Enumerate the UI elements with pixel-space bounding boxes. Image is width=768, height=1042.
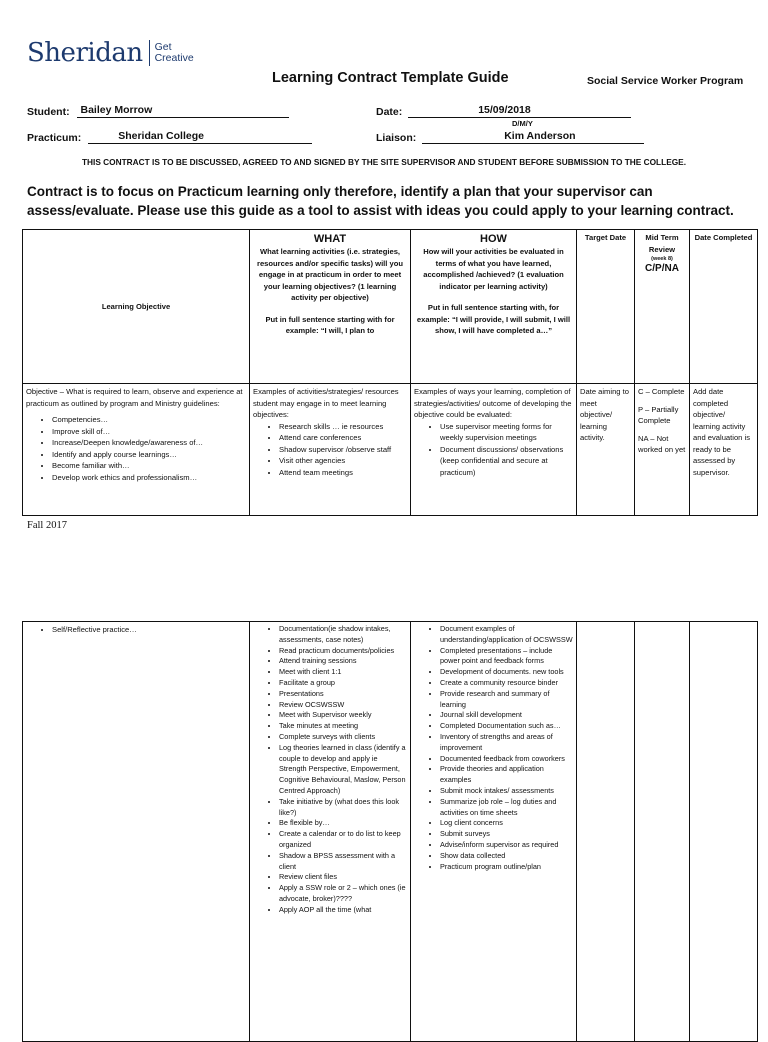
target-cell [577, 622, 635, 1042]
objective-cell [23, 622, 250, 1042]
how-intro: Examples of ways your learning, completion of strategies/activities/ outcome of developing the objective could be evaluated: [414, 387, 572, 419]
objective-list [26, 414, 246, 483]
liaison-label: Liaison: [376, 132, 417, 144]
midterm-partial: P – Partially Complete [638, 404, 679, 425]
student-label: Student: [27, 106, 70, 118]
header-completed-text: Date Completed [694, 233, 753, 242]
header-what-title: WHAT [313, 233, 347, 245]
list-item: • Increase/Deepen knowledge/awareness of… [52, 437, 246, 449]
list-item: • Advise/inform supervisor as required [440, 840, 573, 851]
list-item: • Log client concerns [440, 818, 573, 829]
list-item: • Development of documents. new tools [440, 667, 573, 678]
list-item: • Create a community resource binder [440, 678, 573, 689]
list-item: • Summarize job role – log duties and activities on time sheets [440, 797, 573, 819]
list-item: • Submit surveys [440, 829, 573, 840]
how-cell [411, 622, 577, 1042]
list-item: • Log theories learned in class (identify a couple to develop and apply ie Strength Perspective, Empowerment, Cognitive Behavioural, Maslow, Person Centred Approach) [279, 743, 407, 797]
contract-table-page1 [22, 229, 758, 516]
list-item: • Apply AOP all the time (what [279, 905, 407, 916]
objective-list [26, 624, 246, 636]
table-row [23, 622, 758, 1042]
student-field [27, 104, 289, 118]
how-cell [411, 384, 577, 516]
list-item: • Attend training sessions [279, 656, 407, 667]
list-item: • Develop work ethics and professionalism… [52, 472, 246, 484]
list-item: • Self/Reflective practice… [52, 624, 246, 636]
midterm-na: NA – Not worked on yet [638, 433, 686, 454]
list-item: • Shadow supervisor /observe staff [279, 444, 407, 456]
what-list [253, 421, 407, 479]
midterm-cell [635, 622, 690, 1042]
liaison-line [422, 130, 644, 144]
list-item: • Attend team meetings [279, 467, 407, 479]
header-learning-objective [23, 230, 250, 384]
header-what [250, 230, 411, 384]
header-midterm-week: (week 8) [651, 256, 673, 262]
date-field [376, 104, 631, 118]
list-item: • Facilitate a group [279, 678, 407, 689]
list-item: • Documented feedback from coworkers [440, 754, 573, 765]
list-item: • Identify and apply course learnings… [52, 449, 246, 461]
list-item: • Show data collected [440, 851, 573, 862]
header-how-body: How will your activities be evaluated in terms of what you have learned, accomplished /achieved? (1 evaluation indicator per learning activity) [423, 247, 564, 291]
list-item: • Provide theories and application examples [440, 764, 573, 786]
list-item: • Submit mock intakes/ assessments [440, 786, 573, 797]
header-target-text: Target Date [584, 233, 627, 242]
header-midterm-review [635, 230, 690, 384]
what-list [253, 624, 407, 916]
target-cell [577, 384, 635, 516]
completed-cell [690, 622, 758, 1042]
logo-tagline [155, 42, 194, 64]
list-item: • Research skills … ie resources [279, 421, 407, 433]
date-line [408, 104, 631, 118]
objective-cell [23, 384, 250, 516]
list-item: • Be flexible by… [279, 818, 407, 829]
list-item: • Documentation(ie shadow intakes, assessments, case notes) [279, 624, 407, 646]
header-how-note: Put in full sentence starting with, for example: “I will provide, I will submit, I will show, I will have completed a…” [416, 303, 571, 335]
document-title: Learning Contract Template Guide [272, 70, 509, 86]
list-item: • Journal skill development [440, 710, 573, 721]
midterm-cell [635, 384, 690, 516]
header-midterm-code: C/P/NA [645, 263, 679, 274]
focus-instructions: Contract is to focus on Practicum learning only therefore, identify a plan that your supervisor can assess/evaluate. Please use this guide as a tool to assist with ideas you could apply to your learning contract. [27, 184, 734, 218]
list-item: • Apply a SSW role or 2 – which ones (ie advocate, broker)???? [279, 883, 407, 905]
header-what-note: Put in full sentence starting with for example: “I will, I plan to [265, 314, 395, 335]
student-line [77, 104, 289, 118]
list-item: • Completed Documentation such as… [440, 721, 573, 732]
what-cell [250, 622, 411, 1042]
header-midterm-text: Mid Term Review [645, 233, 679, 254]
student-value: Bailey Morrow [80, 104, 153, 116]
list-item: • Take minutes at meeting [279, 721, 407, 732]
list-item: • Provide research and summary of learning [440, 689, 573, 711]
objective-intro: Objective – What is required to learn, observe and experience at practicum as outlined by program and Ministry guidelines: [26, 387, 243, 408]
list-item: • Shadow a BPSS assessment with a client [279, 851, 407, 873]
what-cell [250, 384, 411, 516]
list-item: • Meet with Supervisor weekly [279, 710, 407, 721]
logo-tagline-line1: Get [154, 41, 172, 53]
liaison-value: Kim Anderson [504, 130, 576, 142]
logo-divider [149, 40, 150, 66]
what-intro: Examples of activities/strategies/ resources student may engage in to meet learning objectives: [253, 387, 399, 419]
list-item: • Improve skill of… [52, 426, 246, 438]
how-list [414, 421, 573, 479]
date-value: 15/09/2018 [478, 104, 531, 116]
table-header-row [23, 230, 758, 384]
logo-tagline-line2: Creative [154, 52, 194, 64]
target-text: Date aiming to meet objective/ learning activity. [580, 387, 629, 442]
list-item: • Presentations [279, 689, 407, 700]
header-what-body: What learning activities (i.e. strategies, resources and/or specific tasks) will you engage in at practicum in order to meet your learning objectives? (1 learning activity per objective) [256, 247, 404, 302]
practicum-line [88, 130, 312, 144]
practicum-field [27, 130, 312, 144]
how-list [414, 624, 573, 872]
program-name: Social Service Worker Program [587, 75, 744, 87]
header-how-title: HOW [480, 233, 507, 245]
list-item: • Inventory of strengths and areas of improvement [440, 732, 573, 754]
list-item: • Create a calendar or to do list to keep organized [279, 829, 407, 851]
completed-cell [690, 384, 758, 516]
liaison-field [376, 130, 644, 144]
list-item: • Become familiar with… [52, 460, 246, 472]
header-objective-text: Learning Objective [101, 301, 171, 311]
signing-notice: THIS CONTRACT IS TO BE DISCUSSED, AGREED TO AND SIGNED BY THE SITE SUPERVISOR AND STUDENT BEFORE SUBMISSION TO THE COLLEGE. [81, 157, 687, 167]
date-label: Date: [376, 106, 403, 118]
header-target-date [577, 230, 635, 384]
list-item: • Completed presentations – include power point and feedback forms [440, 646, 573, 668]
list-item: • Complete surveys with clients [279, 732, 407, 743]
list-item: • Meet with client 1:1 [279, 667, 407, 678]
logo-wordmark: Sheridan [27, 38, 143, 68]
list-item: • Document examples of understanding/application of OCSWSSW [440, 624, 573, 646]
date-format-hint: D/M/Y [512, 119, 533, 128]
list-item: • Attend care conferences [279, 432, 407, 444]
list-item: • Review client files [279, 872, 407, 883]
page-footer: Fall 2017 [27, 520, 67, 531]
practicum-label: Practicum: [27, 132, 82, 144]
midterm-complete: C – Complete [638, 387, 685, 396]
list-item: • Visit other agencies [279, 455, 407, 467]
practicum-value: Sheridan College [118, 130, 204, 142]
completed-text: Add date completed objective/ learning activity and evaluation is ready to be assessed by supervisor. [693, 387, 750, 477]
list-item: • Take initiative by (what does this look like?) [279, 797, 407, 819]
contract-table-page2 [22, 621, 758, 1042]
list-item: • Practicum program outline/plan [440, 862, 573, 873]
header-date-completed [690, 230, 758, 384]
list-item: • Competencies… [52, 414, 246, 426]
sheridan-logo [27, 38, 194, 68]
list-item: • Document discussions/ observations (keep confidential and secure at practicum) [440, 444, 573, 479]
list-item: • Review OCSWSSW [279, 700, 407, 711]
table-row [23, 384, 758, 516]
list-item: • Read practicum documents/policies [279, 646, 407, 657]
list-item: • Use supervisor meeting forms for weekly supervision meetings [440, 421, 573, 444]
header-how [411, 230, 577, 384]
